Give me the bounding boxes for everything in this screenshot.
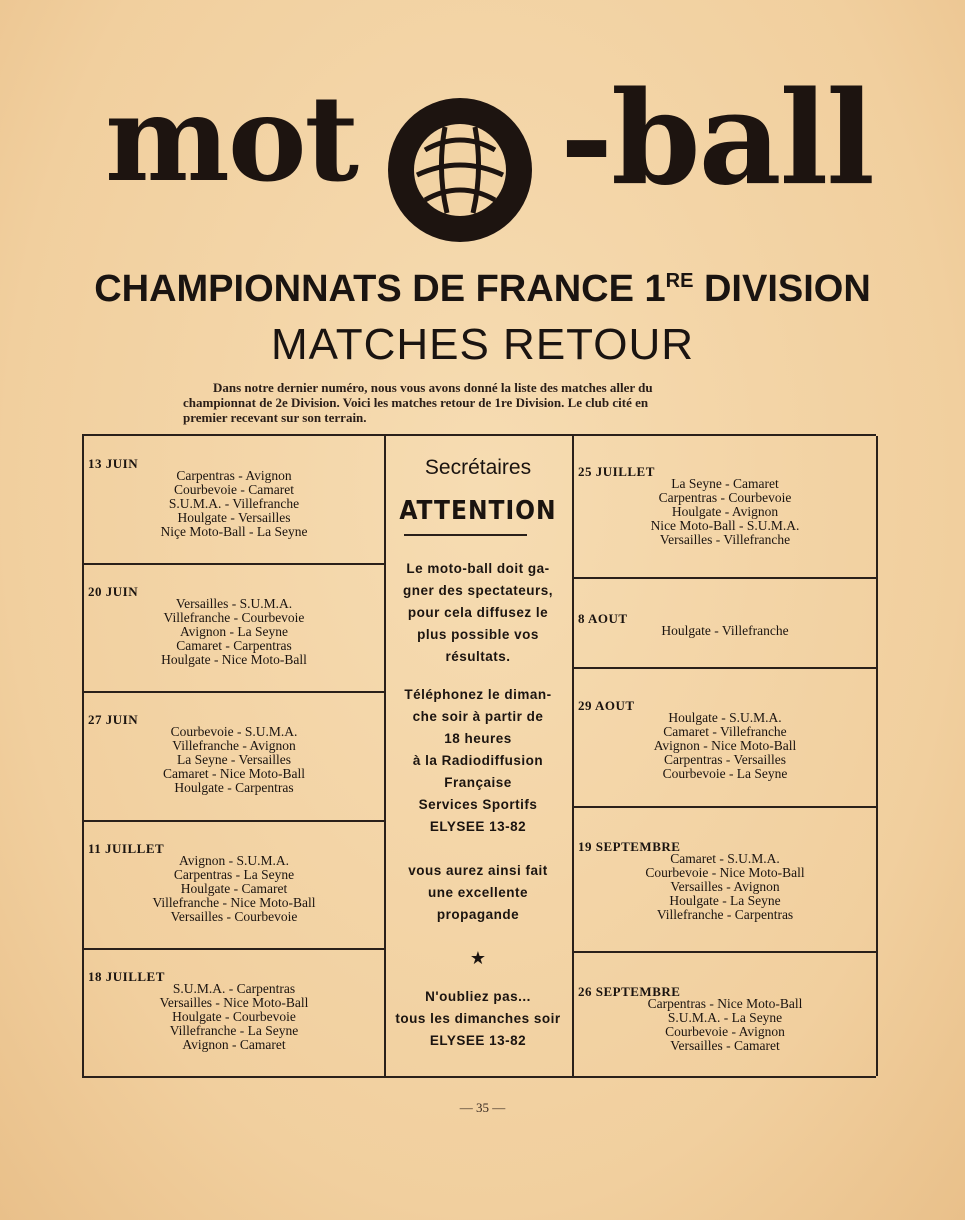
match-item: Carpentras - La Seyne	[173, 867, 295, 882]
schedule-table	[82, 434, 876, 1078]
match-item: Houlgate - Courbevoie	[172, 1009, 296, 1024]
row-divider	[84, 948, 384, 950]
match-item: Avignon - La Seyne	[179, 624, 289, 639]
match-item: Carpentras - Avignon	[176, 468, 292, 483]
match-item: Camaret - Carpentras	[176, 638, 292, 653]
notice-heading: Secrétaires	[424, 456, 532, 479]
moto-ball-logo	[0, 55, 965, 255]
match-date: 25 JUILLET	[578, 464, 655, 479]
notice-para-4	[384, 986, 572, 1052]
match-list	[84, 854, 384, 924]
match-item: Niçe Moto-Ball - La Seyne	[160, 524, 308, 539]
notice-line: plus possible vos	[417, 627, 539, 642]
match-item: Courbevoie - Nice Moto-Ball	[645, 865, 805, 880]
notice-line: pour cela diffusez le	[407, 605, 549, 620]
match-item: Courbevoie - La Seyne	[662, 766, 788, 781]
match-item: Camaret - Villefranche	[663, 724, 787, 739]
match-date: 27 JUIN	[88, 712, 139, 727]
match-date: 19 SEPTEMBRE	[578, 839, 681, 854]
match-item: Avignon - Camaret	[182, 1037, 286, 1052]
right-column	[572, 436, 878, 1076]
match-item: Houlgate - Avignon	[671, 504, 779, 519]
notice-line: 18 heures	[444, 731, 512, 746]
match-item: Courbevoie - Camaret	[174, 482, 294, 497]
page-title: CHAMPIONNATS DE FRANCE 1RE DIVISION	[94, 268, 871, 310]
match-item: Villefranche - La Seyne	[169, 1023, 299, 1038]
match-item: Avignon - S.U.M.A.	[178, 853, 289, 868]
match-item: La Seyne - Camaret	[671, 476, 779, 491]
match-date: 18 JUILLET	[88, 969, 165, 984]
notice-para-1	[384, 558, 572, 668]
match-item: Houlgate - Versailles	[177, 510, 291, 525]
notice-attention: ATTENTION	[399, 496, 557, 526]
match-date: 8 AOUT	[578, 611, 628, 626]
notice-line: à la Radiodiffusion	[412, 753, 544, 768]
match-list	[574, 711, 876, 781]
football-icon	[385, 95, 535, 245]
row-divider	[574, 951, 876, 953]
match-item: Nice Moto-Ball - S.U.M.A.	[650, 518, 800, 533]
match-list	[84, 469, 384, 539]
row-divider	[84, 820, 384, 822]
match-item: Villefranche - Courbevoie	[163, 610, 305, 625]
page-subtitle: MATCHES RETOUR	[270, 320, 695, 369]
match-item: Versailles - Nice Moto-Ball	[159, 995, 309, 1010]
match-item: Versailles - S.U.M.A.	[175, 596, 293, 611]
match-item: Houlgate - Carpentras	[174, 780, 294, 795]
row-divider	[574, 577, 876, 579]
match-item: Villefranche - Carpentras	[656, 907, 794, 922]
match-item: Houlgate - Nice Moto-Ball	[161, 652, 307, 667]
match-item: Houlgate - Camaret	[180, 881, 288, 896]
notice-line: ELYSEE 13-82	[429, 1033, 527, 1048]
match-item: Camaret - Nice Moto-Ball	[162, 766, 306, 781]
left-column	[82, 436, 386, 1076]
match-list	[574, 477, 876, 547]
notice-line: N'oubliez pas...	[425, 989, 531, 1004]
match-list	[574, 624, 876, 638]
match-item: Carpentras - Versailles	[664, 752, 786, 767]
match-date: 11 JUILLET	[88, 841, 165, 856]
match-item: S.U.M.A. - Villefranche	[168, 496, 300, 511]
match-item: Villefranche - Avignon	[172, 738, 296, 753]
match-item: Houlgate - La Seyne	[669, 893, 781, 908]
match-item: Versailles - Villefranche	[659, 532, 791, 547]
star-icon: ★	[469, 948, 487, 968]
match-date: 13 JUIN	[88, 456, 139, 471]
notice-line: propagande	[436, 907, 520, 922]
notice-line: gner des spectateurs,	[402, 583, 554, 598]
match-item: Versailles - Courbevoie	[170, 909, 298, 924]
match-date: 26 SEPTEMBRE	[578, 984, 681, 999]
notice-line: tous les dimanches soir	[395, 1011, 561, 1026]
notice-divider	[404, 534, 527, 536]
match-list	[574, 852, 876, 922]
notice-line: vous aurez ainsi fait	[408, 863, 548, 878]
notice-line: che soir à partir de	[412, 709, 544, 724]
row-divider	[84, 563, 384, 565]
notice-para-2	[384, 684, 572, 838]
notice-column	[384, 436, 572, 1076]
notice-para-3	[384, 860, 572, 926]
notice-line: Française	[444, 775, 512, 790]
row-divider	[574, 806, 876, 808]
match-list	[84, 597, 384, 667]
match-date: 29 AOUT	[578, 698, 635, 713]
match-item: S.U.M.A. - Carpentras	[172, 981, 296, 996]
row-divider	[574, 667, 876, 669]
match-item: Versailles - Avignon	[670, 879, 780, 894]
match-list	[84, 982, 384, 1052]
match-item: La Seyne - Versailles	[176, 752, 292, 767]
logo-text-mot: mot	[105, 69, 358, 208]
page-number: — 35 —	[459, 1100, 506, 1115]
row-divider	[84, 691, 384, 693]
match-item: S.U.M.A. - La Seyne	[667, 1010, 783, 1025]
intro-paragraph: Dans notre dernier numéro, nous vous avons donné la liste des matches aller du championnat de 2e Division. Voici les matches retour de 1re Division. Le club cité en premier recevant sur son terrain.	[183, 380, 653, 425]
logo-text-ball: -ball	[560, 64, 873, 214]
notice-line: Services Sportifs	[418, 797, 538, 812]
match-item: Houlgate - Villefranche	[661, 623, 789, 638]
match-list	[84, 725, 384, 795]
match-item: Camaret - S.U.M.A.	[670, 851, 780, 866]
notice-line: ELYSEE 13-82	[429, 819, 527, 834]
match-item: Courbevoie - S.U.M.A.	[170, 724, 298, 739]
notice-line: Téléphonez le diman-	[404, 687, 552, 702]
match-item: Carpentras - Courbevoie	[658, 490, 792, 505]
match-list	[574, 997, 876, 1053]
notice-line: Le moto-ball doit ga-	[406, 561, 550, 576]
match-item: Avignon - Nice Moto-Ball	[653, 738, 797, 753]
match-item: Houlgate - S.U.M.A.	[668, 710, 782, 725]
match-item: Versailles - Camaret	[670, 1038, 780, 1053]
match-item: Villefranche - Nice Moto-Ball	[152, 895, 316, 910]
notice-line: une excellente	[427, 885, 529, 900]
match-item: Carpentras - Nice Moto-Ball	[647, 996, 803, 1011]
match-date: 20 JUIN	[88, 584, 139, 599]
match-item: Courbevoie - Avignon	[665, 1024, 785, 1039]
notice-line: résultats.	[445, 649, 511, 664]
